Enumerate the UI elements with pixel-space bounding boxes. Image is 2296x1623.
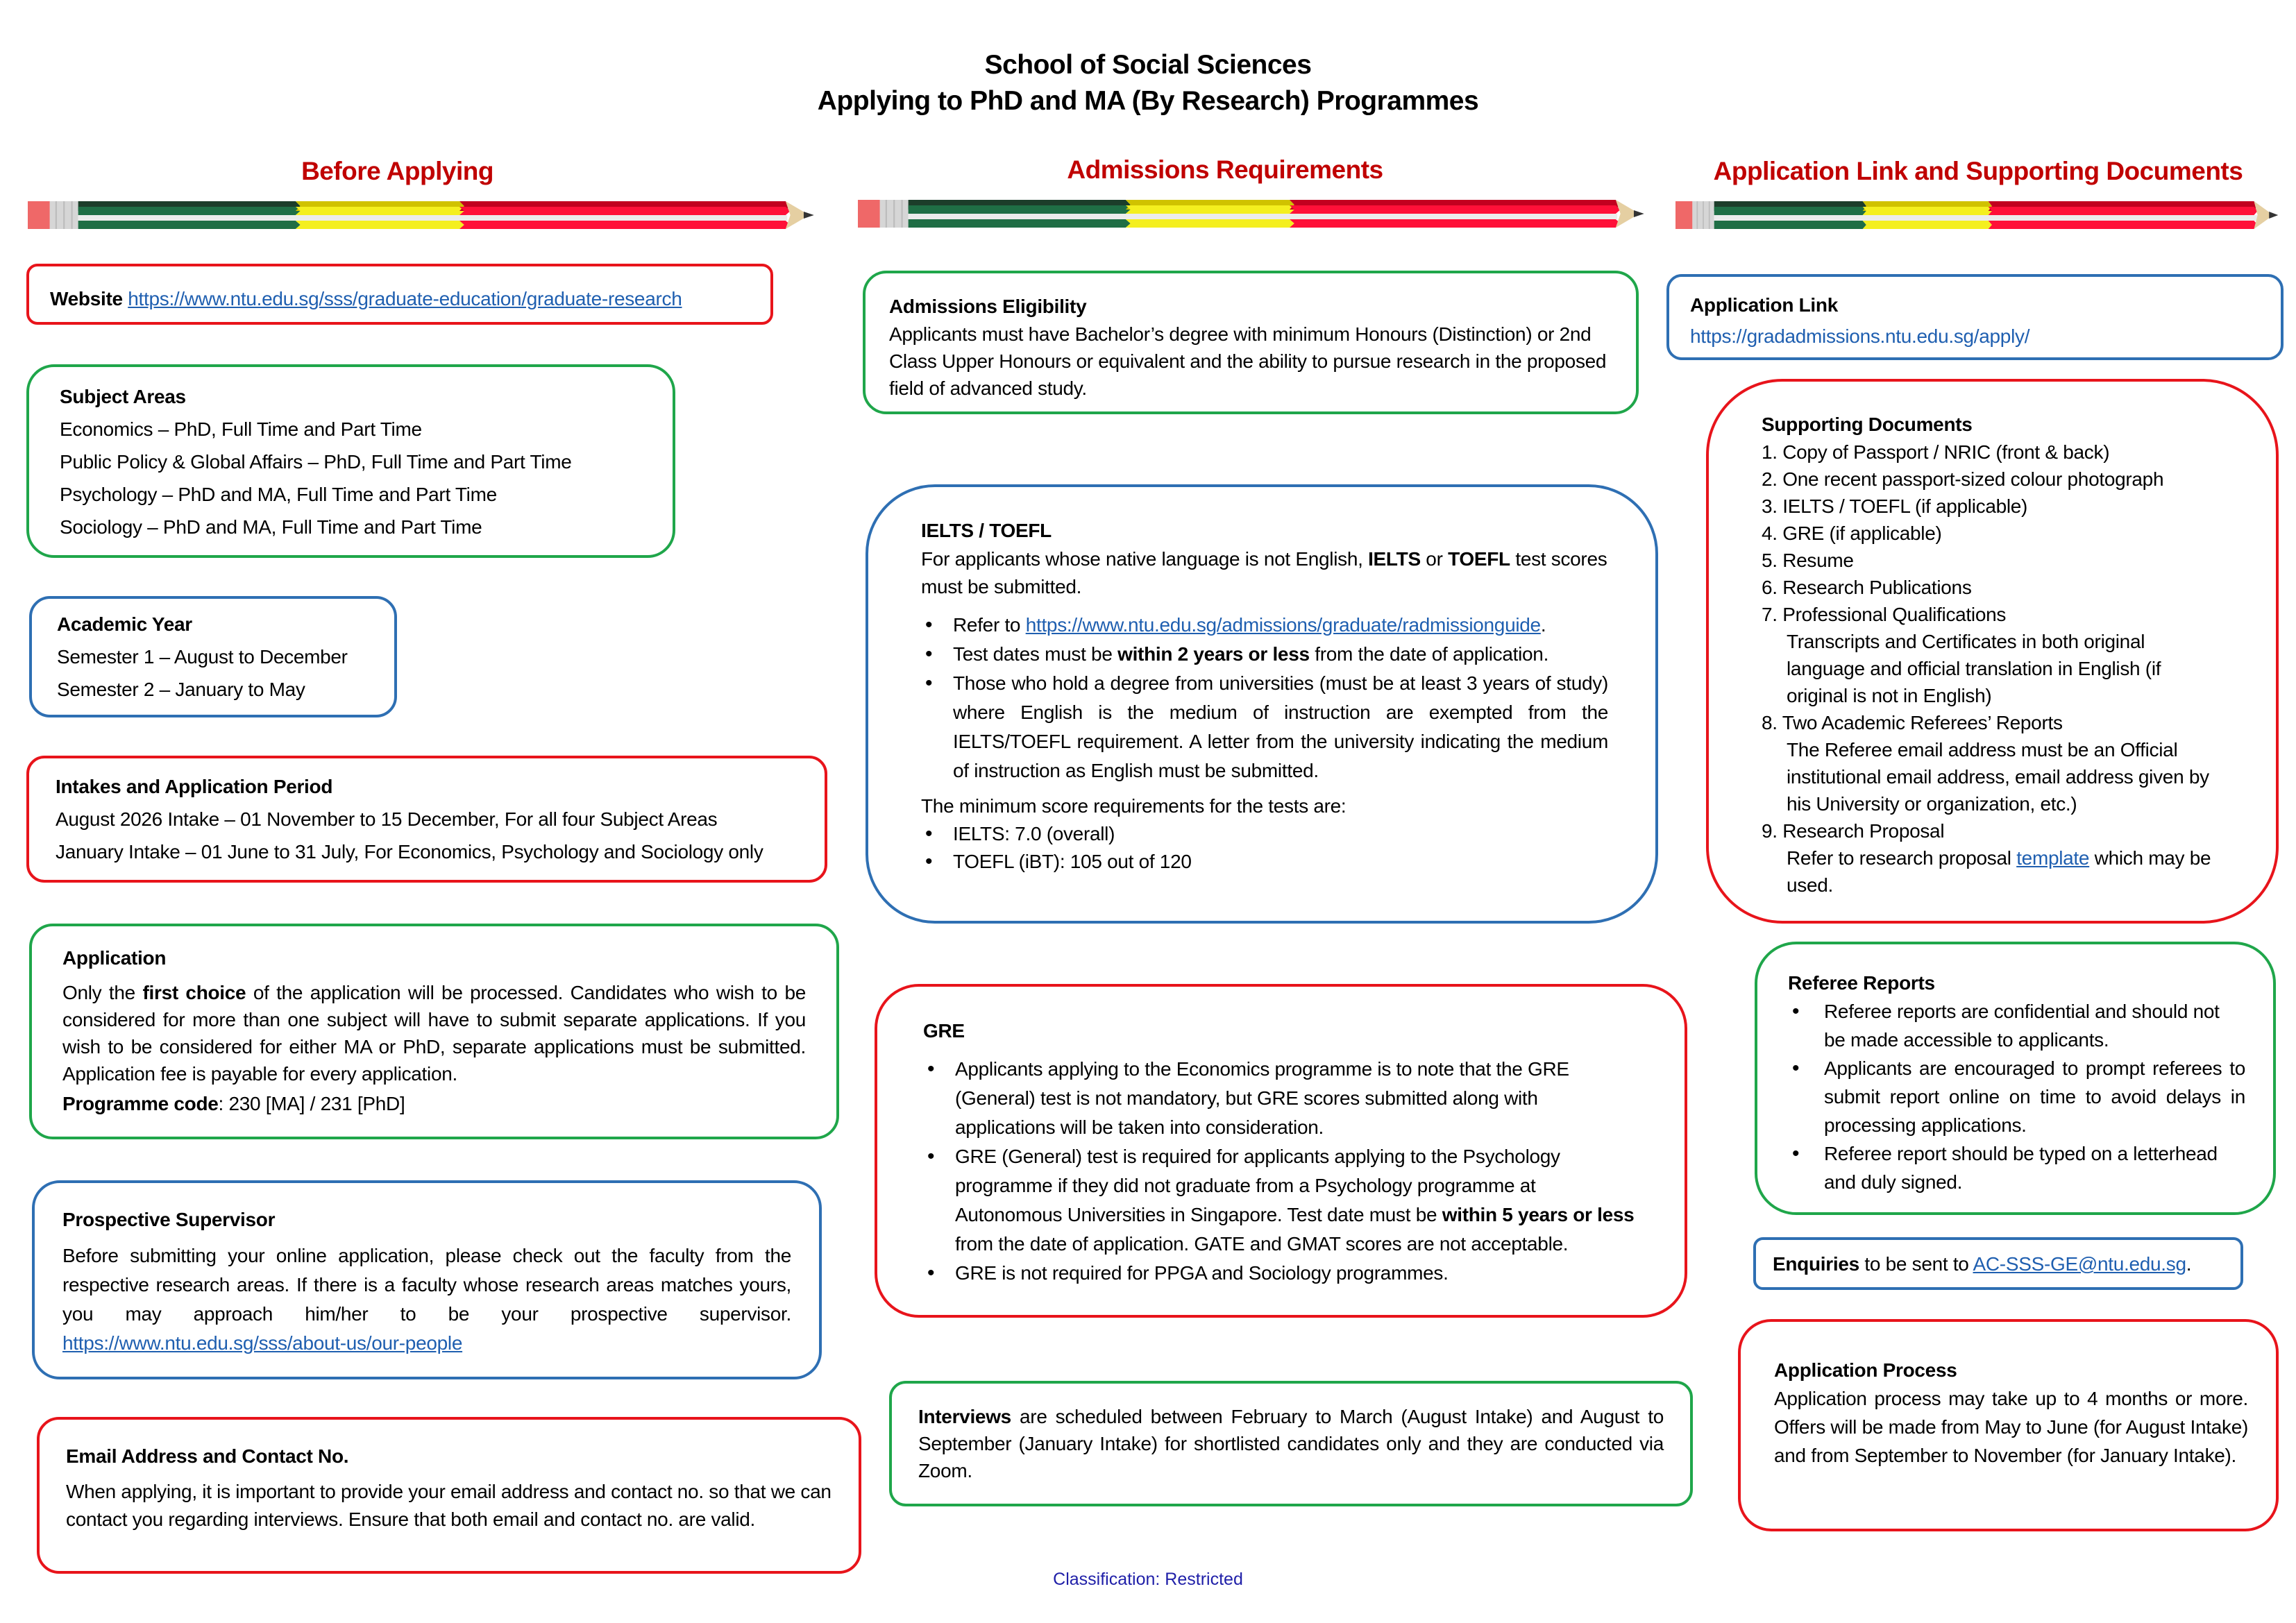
intakes-title: Intakes and Application Period (56, 776, 333, 797)
application-process-text: Application process may take up to 4 months or more. Offers will be made from May to June (for August Intake) and from September to November (for January Intake). (1774, 1388, 2248, 1466)
enquiries-box: Enquiries to be sent to AC-SSS-GE@ntu.edu.sg. (1753, 1237, 2243, 1290)
document-item: 7. Professional Qualifications (1762, 604, 2007, 625)
document-item: 5. Resume (1762, 550, 1854, 571)
column-heading-application-link-docs: Application Link and Supporting Documents (1713, 157, 2243, 185)
score-item: • IELTS: 7.0 (overall) (921, 820, 1608, 848)
supporting-documents-box (1706, 379, 2279, 924)
ielts-intro-mid: or (1420, 548, 1449, 570)
subject-area-item: Economics – PhD, Full Time and Part Time (60, 418, 422, 440)
gre-bullet: • Applicants applying to the Economics programme is to note that the GRE (General) test is not mandatory, but GRE scores submitted along with applications will be taken into consideration. (923, 1055, 1643, 1142)
semester-item: Semester 2 – January to May (57, 679, 305, 700)
enquiries-email-link[interactable]: AC-SSS-GE@ntu.edu.sg (1973, 1253, 2186, 1275)
our-people-link[interactable]: https://www.ntu.edu.sg/sss/about-us/our-people (62, 1332, 463, 1354)
ielts-bullet: • Those who hold a degree from universities (must be at least 3 years of study) where English is the medium of instruction are exempted from the IELTS/TOEFL requirement. A letter from the university indicating the medium of instruction as English must be submitted. (921, 669, 1608, 785)
page-title-line1: School of Social Sciences (984, 50, 1312, 80)
document-item-detail: Transcripts and Certificates in both original language and official translation in English (if original is not in English) (1787, 631, 2161, 706)
website-label: Website (50, 288, 123, 309)
programme-code-label: Programme code (62, 1093, 219, 1114)
interviews-bold: Interviews (918, 1406, 1011, 1427)
document-item-detail: The Referee email address must be an Official institutional email address, email address given by his University or organization, etc.) (1787, 739, 2209, 815)
document-item: 4. GRE (if applicable) (1762, 522, 1942, 544)
document-item: 9. Research Proposal (1762, 820, 1945, 842)
supporting-documents-title: Supporting Documents (1762, 414, 1973, 435)
research-proposal-template-link[interactable]: template (2016, 847, 2090, 869)
interviews-text: are scheduled between February to March (August Intake) and August to September (January Intake) for shortlisted candidates only and they are conducted via Zoom. (918, 1406, 1664, 1481)
radmissionguide-link[interactable]: https://www.ntu.edu.sg/admissions/graduate/radmissionguide (1025, 614, 1541, 636)
document-item: 3. IELTS / TOEFL (if applicable) (1762, 495, 2028, 517)
application-title: Application (62, 947, 167, 969)
document-item: 8. Two Academic Referees’ Reports (1762, 712, 2063, 733)
subject-area-item: Psychology – PhD and MA, Full Time and Part Time (60, 484, 497, 505)
application-link-title: Application Link (1690, 294, 1838, 316)
email-contact-title: Email Address and Contact No. (66, 1445, 349, 1467)
ielts-toefl-title: IELTS / TOEFL (921, 520, 1052, 541)
application-link-box (1666, 274, 2284, 360)
column-heading-admissions-requirements: Admissions Requirements (1067, 155, 1383, 184)
application-text-bold: first choice (142, 982, 246, 1003)
subject-area-item: Sociology – PhD and MA, Full Time and Part Time (60, 516, 482, 538)
referee-bullet: • Applicants are encouraged to prompt referees to submit report online on time to avoid delays in processing applications. (1788, 1054, 2245, 1139)
application-link-url[interactable]: https://gradadmissions.ntu.edu.sg/apply/ (1690, 325, 2030, 347)
prospective-supervisor-title: Prospective Supervisor (62, 1209, 276, 1230)
document-item: 1. Copy of Passport / NRIC (front & back) (1762, 441, 2110, 463)
application-box (29, 924, 839, 1139)
intakes-box (26, 756, 827, 883)
application-process-box (1738, 1319, 2279, 1531)
referee-reports-title: Referee Reports (1788, 972, 1935, 994)
application-process-title: Application Process (1774, 1359, 1957, 1381)
academic-year-box (29, 596, 397, 717)
toefl-intro-bold: TOEFL (1448, 548, 1510, 570)
programme-code-value: : 230 [MA] / 231 [PhD] (218, 1093, 405, 1114)
application-text-pre: Only the (62, 982, 143, 1003)
website-box (26, 264, 773, 325)
academic-year-title: Academic Year (57, 613, 192, 635)
admissions-eligibility-title: Admissions Eligibility (889, 296, 1087, 317)
subject-area-item: Public Policy & Global Affairs – PhD, Full Time and Part Time (60, 451, 572, 473)
ielts-toefl-box (866, 484, 1658, 924)
admissions-eligibility-text: Applicants must have Bachelor’s degree with minimum Honours (Distinction) or 2nd Class Upper Honours or equivalent and the ability to pursue research in the proposed field of advanced study. (889, 323, 1607, 399)
intake-item: January Intake – 01 June to 31 July, For Economics, Psychology and Sociology only (56, 841, 763, 863)
pencil-divider-icon (1675, 198, 2279, 232)
prospective-supervisor-text: Before submitting your online application, please check out the faculty from the respective research areas. If there is a faculty whose research areas matches yours, you may approach him/her to be your prospective supervisor. (62, 1245, 791, 1325)
column-heading-before-applying: Before Applying (301, 157, 493, 185)
prospective-supervisor-box (32, 1180, 822, 1379)
pencil-divider-icon (858, 197, 1646, 230)
intake-item: August 2026 Intake – 01 November to 15 December, For all four Subject Areas (56, 808, 718, 830)
document-item: 2. One recent passport-sized colour photograph (1762, 468, 2164, 490)
semester-item: Semester 1 – August to December (57, 646, 348, 668)
subject-areas-title: Subject Areas (60, 386, 186, 407)
application-text-post: of the application will be processed. Candidates who wish to be considered for more than one subject will have to submit separate applications. If you wish to be considered for either MA or PhD, separate applications must be submitted. Application fee is payable for every application. (62, 982, 807, 1085)
admissions-eligibility-box (863, 271, 1639, 414)
document-item: 6. Research Publications (1762, 577, 1972, 598)
email-contact-text: When applying, it is important to provide your email address and contact no. so that we can contact you regarding interviews. Ensure that both email and contact no. are valid. (66, 1481, 832, 1530)
enquiries-text: to be sent to (1859, 1253, 1973, 1275)
subject-areas-box (26, 364, 675, 558)
ielts-bullet: • Refer to https://www.ntu.edu.sg/admissions/graduate/radmissionguide. (921, 611, 1608, 640)
referee-bullet: • Referee report should be typed on a letterhead and duly signed. (1788, 1139, 2245, 1196)
gre-bullet: • GRE is not required for PPGA and Sociology programmes. (923, 1259, 1643, 1288)
min-scores-label: The minimum score requirements for the tests are: (921, 795, 1347, 817)
interviews-box (889, 1381, 1693, 1506)
ielts-intro-bold: IELTS (1368, 548, 1421, 570)
page-title-line2: Applying to PhD and MA (By Research) Programmes (817, 86, 1479, 116)
enquiries-bold: Enquiries (1773, 1253, 1859, 1275)
ielts-intro-post: test scores must be submitted. (921, 548, 1607, 597)
referee-bullet: • Referee reports are confidential and should not be made accessible to applicants. (1788, 997, 2245, 1054)
gre-title: GRE (923, 1020, 965, 1042)
gre-bullet: • GRE (General) test is required for applicants applying to the Psychology programme if they did not graduate from a Psychology programme at Autonomous Universities in Singapore. Test date must be within 5 years or less from the date of application. GATE and GMAT scores are not acceptable. (923, 1142, 1643, 1259)
ielts-intro-pre: For applicants whose native language is not English, (921, 548, 1369, 570)
email-contact-box (37, 1417, 861, 1574)
website-link[interactable]: https://www.ntu.edu.sg/sss/graduate-education/graduate-research (128, 288, 682, 309)
document-item-detail: Refer to research proposal template which may be used. (1787, 847, 2211, 896)
referee-reports-box (1755, 942, 2276, 1215)
score-item: • TOEFL (iBT): 105 out of 120 (921, 848, 1608, 876)
gre-box (875, 984, 1687, 1318)
pencil-divider-icon (28, 198, 816, 232)
ielts-bullet: • Test dates must be within 2 years or less from the date of application. (921, 640, 1608, 669)
classification-label: Classification: Restricted (1053, 1570, 1243, 1589)
